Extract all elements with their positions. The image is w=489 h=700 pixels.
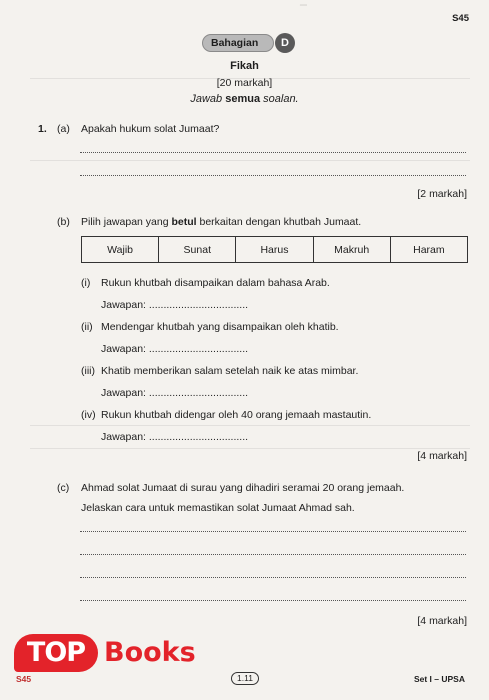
part-b-marks: [4 markah] bbox=[417, 450, 467, 462]
part-a-question: Apakah hukum solat Jumaat? bbox=[81, 123, 220, 135]
answer-blank[interactable]: Jawapan: .................................. bbox=[101, 299, 249, 311]
topbooks-logo bbox=[14, 634, 196, 674]
option-cell: Sunat bbox=[159, 237, 236, 263]
answer-line[interactable] bbox=[80, 152, 466, 153]
part-b-label: (b) bbox=[57, 216, 70, 228]
option-cell: Haram bbox=[390, 237, 467, 263]
answer-line[interactable] bbox=[80, 577, 466, 578]
item-text: Mendengar khutbah yang disampaikan oleh khatib. bbox=[101, 321, 339, 333]
footer-code: S45 bbox=[16, 674, 32, 684]
item-label: (ii) bbox=[81, 321, 93, 333]
logo-badge: TOP bbox=[14, 634, 98, 672]
section-label: Bahagian bbox=[202, 34, 274, 52]
answer-blank[interactable]: Jawapan: .................................. bbox=[101, 387, 249, 399]
instruction-suffix: soalan. bbox=[263, 93, 299, 105]
part-c-line2: Jelaskan cara untuk memastikan solat Jumaat Ahmad sah. bbox=[81, 502, 355, 514]
answer-blank[interactable]: Jawapan: .................................. bbox=[101, 343, 249, 355]
item-label: (iii) bbox=[81, 365, 95, 377]
part-c-marks: [4 markah] bbox=[417, 615, 467, 627]
part-b-question bbox=[81, 216, 361, 228]
instruction-prefix: Jawab bbox=[190, 93, 223, 105]
answer-line[interactable] bbox=[80, 531, 466, 532]
total-marks bbox=[0, 77, 489, 89]
section-letter-badge: D bbox=[275, 33, 295, 53]
answer-line[interactable] bbox=[80, 600, 466, 601]
answer-line[interactable] bbox=[80, 554, 466, 555]
page-number: 1.11 bbox=[231, 672, 259, 685]
part-a-label: (a) bbox=[57, 123, 70, 135]
item-text: Rukun khutbah didengar oleh 40 orang jemaah mastautin. bbox=[101, 409, 372, 421]
question-number: 1. bbox=[38, 123, 47, 135]
instruction-bold: semua bbox=[225, 93, 261, 105]
answer-options-table bbox=[81, 236, 468, 263]
logo-word: Books bbox=[104, 637, 196, 668]
answer-line[interactable] bbox=[80, 175, 466, 176]
show-through-line bbox=[30, 160, 470, 161]
option-cell: Harus bbox=[236, 237, 313, 263]
show-through-line bbox=[30, 448, 470, 449]
item-label: (iv) bbox=[81, 409, 96, 421]
subject-title: Fikah bbox=[230, 60, 259, 72]
part-b-text-bold: betul bbox=[171, 216, 197, 228]
part-a-marks: [2 markah] bbox=[417, 188, 467, 200]
item-label: (i) bbox=[81, 277, 91, 289]
instruction bbox=[0, 93, 489, 105]
option-cell: Makruh bbox=[313, 237, 390, 263]
show-through-line bbox=[30, 425, 470, 426]
item-text: Rukun khutbah disampaikan dalam bahasa Arab. bbox=[101, 277, 330, 289]
set-label: Set I – UPSA bbox=[413, 674, 465, 684]
item-text: Khatib memberikan salam setelah naik ke atas mimbar. bbox=[101, 365, 359, 377]
show-through-text: ▔ bbox=[300, 5, 307, 15]
total-marks-text: [20 markah] bbox=[216, 77, 273, 89]
page-code: S45 bbox=[452, 13, 469, 24]
part-c-line1: Ahmad solat Jumaat di surau yang dihadiri seramai 20 orang jemaah. bbox=[81, 482, 405, 494]
part-b-text-before: Pilih jawapan yang bbox=[81, 216, 169, 228]
option-cell: Wajib bbox=[82, 237, 159, 263]
answer-blank[interactable]: Jawapan: .................................. bbox=[101, 431, 249, 443]
part-b-text-after: berkaitan dengan khutbah Jumaat. bbox=[199, 216, 362, 228]
part-c-label: (c) bbox=[57, 482, 70, 494]
